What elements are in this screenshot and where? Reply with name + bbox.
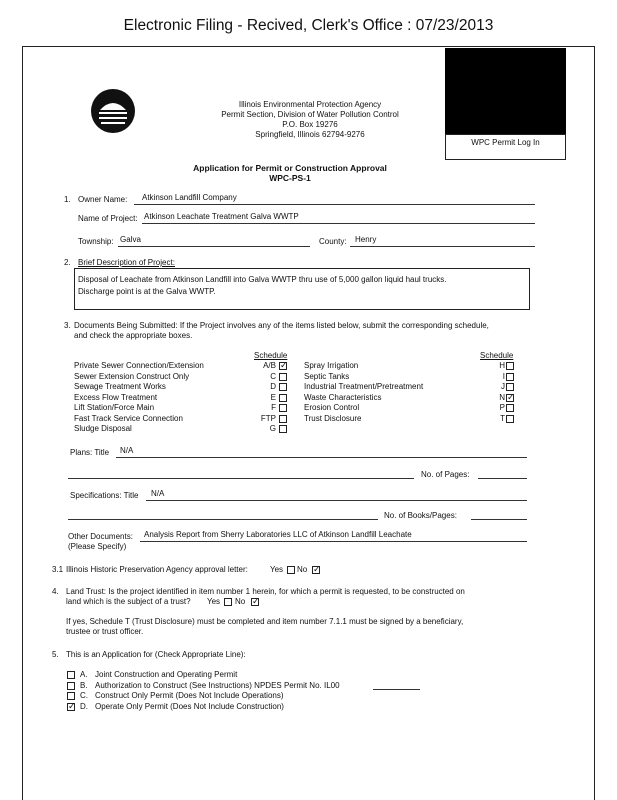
historic-no-checkbox[interactable] [312, 566, 320, 574]
historic-yes-checkbox[interactable] [287, 566, 295, 574]
application-option-checkbox[interactable] [67, 682, 75, 690]
left-schedule-item-code: E [270, 392, 276, 402]
application-option-text: Authorization to Construct (See Instructions) NPDES Permit No. IL00 [95, 680, 340, 690]
project-field[interactable]: Atkinson Leachate Treatment Galva WWTP [144, 212, 299, 221]
right-schedule-item-label: Spray Irrigation [304, 361, 359, 370]
filing-banner: Electronic Filing - Recived, Clerk's Office : 07/23/2013 [123, 17, 494, 34]
documents-intro-1: Documents Being Submitted: If the Project involves any of the items listed below, submit the corresponding schedule, [74, 321, 489, 330]
right-schedule-item-code: N [499, 392, 505, 402]
form-code: WPC-PS-1 [269, 173, 311, 183]
section4-number: 4. [52, 587, 59, 596]
redacted-block [445, 48, 566, 134]
application-option-checkbox[interactable] [67, 671, 75, 679]
pages-label: No. of Pages: [421, 470, 470, 479]
right-schedule-item-code: P [499, 403, 505, 412]
agency-seal-logo [90, 88, 136, 134]
documents-intro-2: and check the appropriate boxes. [74, 331, 193, 340]
historic-label: Illinois Historic Preservation Agency approval letter: [66, 565, 248, 574]
right-schedule-item-label: Waste Characteristics [304, 392, 382, 402]
left-schedule-item-checkbox[interactable] [279, 362, 287, 370]
application-option-letter: A. [80, 670, 88, 679]
application-option-text: Joint Construction and Operating Permit [95, 670, 238, 679]
county-label: County: [319, 237, 347, 246]
owner-label: Owner Name: [78, 195, 128, 204]
left-schedule-item-code: G [269, 424, 276, 433]
description-line-2: Discharge point is at the Galva WWTP. [78, 287, 216, 296]
right-schedule-item-checkbox[interactable] [506, 394, 514, 402]
permit-log-label: WPC Permit Log In [471, 138, 540, 147]
historic-yes-label: Yes [270, 565, 284, 574]
agency-city: Springfield, Illinois 62794-9276 [255, 130, 365, 139]
right-schedule-item-checkbox[interactable] [506, 404, 514, 412]
npdes-permit-field[interactable] [373, 689, 420, 690]
pages-field[interactable] [478, 478, 527, 479]
left-schedule-item-checkbox[interactable] [279, 394, 287, 402]
county-field[interactable]: Henry [355, 235, 377, 244]
right-schedule-item-code: I [502, 371, 505, 381]
books-field[interactable] [471, 519, 527, 520]
specs-field[interactable]: N/A [151, 489, 165, 498]
form-title: Application for Permit or Construction Approval [193, 163, 387, 173]
description-line-1: Disposal of Leachate from Atkinson Landfill into Galva WWTP thru use of 5,000 gallon liquid haul trucks. [78, 275, 447, 284]
historic-no-label: No [297, 565, 308, 574]
left-schedule-item-checkbox[interactable] [279, 383, 287, 391]
land-trust-line-1: Land Trust: Is the project identified in item number 1 herein, for which a permit is requested, to be constructed on [66, 587, 465, 596]
section1-number: 1. [64, 195, 71, 204]
left-schedule-item-label: Sewer Extension Construct Only [74, 371, 190, 381]
section3-number: 3. [64, 321, 71, 330]
left-schedule-item-code: D [270, 382, 276, 391]
right-schedule-item-checkbox[interactable] [506, 362, 514, 370]
right-schedule-item-label: Erosion Control [304, 403, 360, 412]
left-schedule-item-checkbox[interactable] [279, 425, 287, 433]
application-option-letter: B. [80, 680, 88, 690]
plans-label: Plans: Title [70, 448, 110, 457]
application-option-text: Construct Only Permit (Does Not Include Operations) [95, 691, 284, 700]
other-docs-label: Other Documents: [68, 532, 133, 541]
right-schedule-item-code: T [500, 413, 505, 423]
land-trust-no-label: No [235, 597, 246, 606]
left-schedule-item-checkbox[interactable] [279, 415, 287, 423]
trust-note-1: If yes, Schedule T (Trust Disclosure) must be completed and item number 7.1.1 must be signed by a beneficiary, [66, 617, 464, 626]
application-type-label: This is an Application for (Check Appropriate Line): [66, 650, 246, 659]
section5-number: 5. [52, 650, 59, 659]
right-schedule-item-checkbox[interactable] [506, 373, 514, 381]
left-schedule-item-label: Fast Track Service Connection [74, 413, 183, 423]
books-label: No. of Books/Pages: [384, 511, 457, 520]
owner-field[interactable]: Atkinson Landfill Company [142, 193, 237, 202]
left-schedule-item-label: Lift Station/Force Main [74, 403, 155, 412]
land-trust-yes-label: Yes [207, 597, 221, 606]
description-field[interactable] [74, 268, 530, 310]
township-label: Township: [78, 237, 114, 246]
trust-note-2: trustee or trust officer. [66, 627, 144, 636]
right-schedule-item-label: Industrial Treatment/Pretreatment [304, 382, 424, 391]
left-schedule-item-label: Excess Flow Treatment [74, 392, 158, 402]
right-schedule-item-label: Septic Tanks [304, 371, 350, 381]
agency-division: Permit Section, Division of Water Pollution Control [221, 110, 399, 119]
specs-label: Specifications: Title [70, 491, 139, 500]
left-schedule-item-checkbox[interactable] [279, 373, 287, 381]
agency-pobox: P.O. Box 19276 [282, 120, 338, 129]
right-schedule-item-checkbox[interactable] [506, 383, 514, 391]
land-trust-no-checkbox[interactable] [251, 598, 259, 606]
left-schedule-item-code: FTP [260, 413, 276, 423]
township-field[interactable]: Galva [120, 235, 141, 244]
left-schedule-item-code: A/B [263, 361, 276, 370]
left-schedule-item-label: Sludge Disposal [74, 424, 132, 433]
plans-field[interactable]: N/A [120, 446, 134, 455]
left-schedule-item-code: C [270, 371, 276, 381]
application-option-text: Operate Only Permit (Does Not Include Construction) [95, 701, 284, 711]
permit-log-box [445, 134, 566, 160]
application-option-checkbox[interactable] [67, 703, 75, 711]
application-option-checkbox[interactable] [67, 692, 75, 700]
other-docs-field[interactable]: Analysis Report from Sherry Laboratories LLC of Atkinson Landfill Leachate [144, 530, 412, 539]
schedule-header-left: Schedule [254, 351, 288, 360]
right-schedule-item-code: H [499, 361, 505, 370]
left-schedule-item-code: F [271, 403, 276, 412]
land-trust-yes-checkbox[interactable] [224, 598, 232, 606]
schedule-header-right: Schedule [480, 351, 514, 360]
left-schedule-item-label: Sewage Treatment Works [74, 382, 166, 391]
land-trust-line-2: land which is the subject of a trust? [66, 597, 191, 606]
project-label: Name of Project: [78, 214, 138, 223]
right-schedule-item-checkbox[interactable] [506, 415, 514, 423]
other-docs-note: (Please Specify) [68, 542, 127, 551]
left-schedule-item-label: Private Sewer Connection/Extension [74, 361, 204, 370]
description-label: Brief Description of Project: [78, 258, 175, 267]
agency-name: Illinois Environmental Protection Agency [238, 100, 382, 109]
section31-number: 3.1 [52, 565, 64, 574]
right-schedule-item-code: J [501, 382, 505, 391]
application-option-letter: C. [80, 691, 88, 700]
section2-number: 2. [64, 258, 71, 267]
right-schedule-item-label: Trust Disclosure [304, 413, 362, 423]
left-schedule-item-checkbox[interactable] [279, 404, 287, 412]
application-option-letter: D. [80, 701, 88, 711]
